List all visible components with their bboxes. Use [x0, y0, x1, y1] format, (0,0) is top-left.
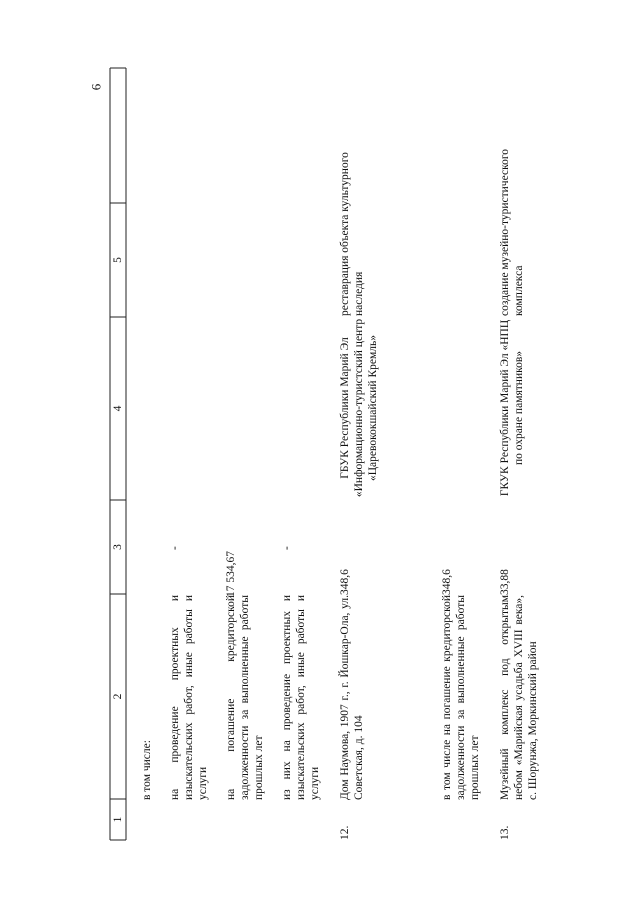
design-label: на проведение проектных и изыскательских работ, иные работы и услуги — [169, 595, 209, 800]
page-number: 6 — [88, 83, 103, 91]
row-13-purpose-line-2: комплекса — [513, 265, 525, 316]
of-them-amount: - — [281, 546, 293, 550]
row-12-sub-label: в том числе на погашение кредиторской задолженности за выполненные работы прошлых лет — [441, 595, 481, 800]
debt-label: на погашение кредиторской задолженности за выполненные работы прошлых лет — [225, 595, 265, 800]
row-12-object: Дом Наумова, 1907 г., г. Йошкар-Ола, ул. Советская, д. 104 — [339, 595, 365, 800]
row-12-sub-amount: 348,6 — [441, 569, 453, 595]
row-13-purpose — [498, 70, 530, 316]
of-them-label: из них на проведение проектных и изыскательских работ, иные работы и услуги — [281, 595, 321, 800]
design-amount: - — [169, 546, 181, 550]
row-13-purpose-line-1: создание музейно-туристического — [499, 148, 511, 316]
row-12-organization: ГБУК Республики Марий Эл «Информационно-туристский центр «Царевококшайский Кремль» — [339, 318, 379, 498]
incl-label: в том числе: — [141, 740, 153, 800]
header-col-4: 4 — [112, 405, 124, 412]
header-col-5: 5 — [112, 257, 124, 263]
row-12-purpose-line-1: реставрация объекта культурного — [339, 152, 351, 316]
row-12-number: 12. — [339, 825, 351, 840]
row-13-organization: ГКУК Республики Марий Эл «НПЦ по охране памятников» — [499, 319, 525, 497]
row-13-amount: 33,88 — [499, 569, 511, 595]
debt-amount: 17 534,67 — [225, 551, 237, 597]
row-12-purpose — [338, 70, 370, 316]
row-12-amount: 348,6 — [339, 569, 351, 595]
row-13-object: Музейный комплекс под открытым небом «Марийская усадьба XVIII века», с. Шорунжа, Моркинский район — [499, 595, 539, 800]
header-col-3: 3 — [112, 544, 124, 550]
header-col-2: 2 — [112, 693, 124, 700]
row-12-purpose-line-2: наследия — [353, 271, 365, 316]
header-col-1: 1 — [112, 816, 124, 823]
row-13-number: 13. — [499, 825, 511, 840]
